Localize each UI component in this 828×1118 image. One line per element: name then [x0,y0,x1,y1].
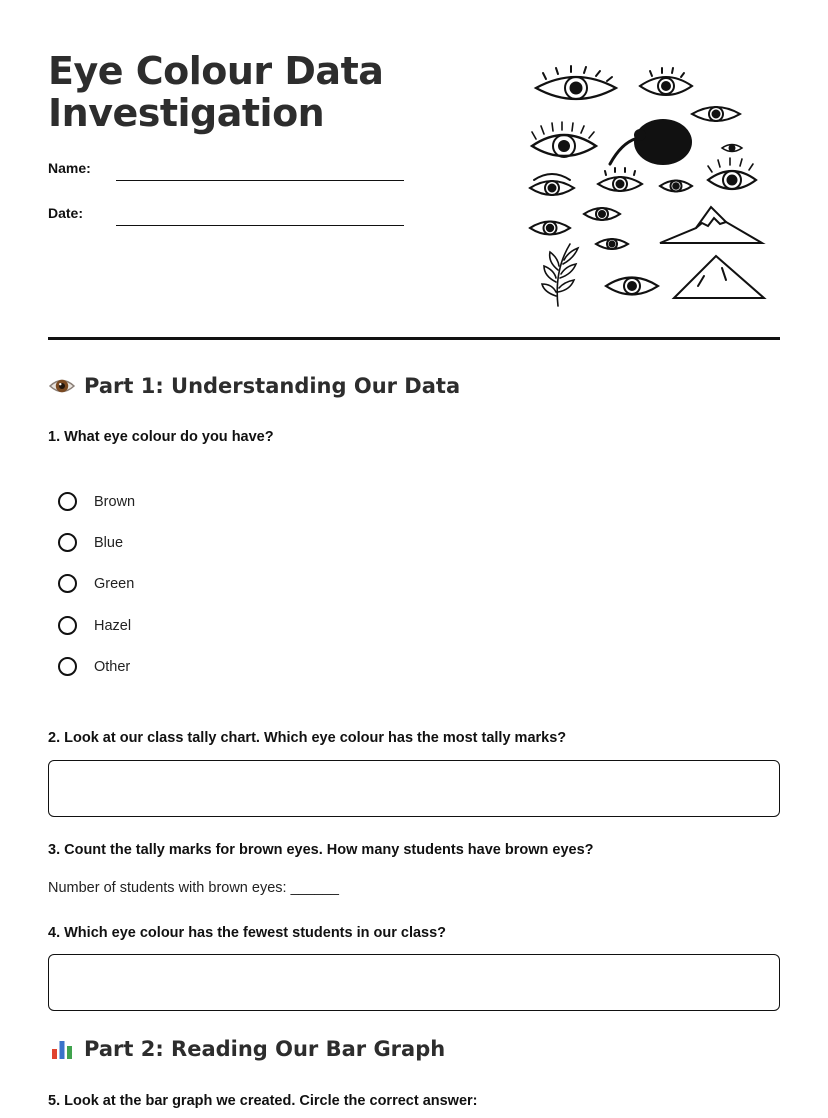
option-label: Hazel [94,617,132,634]
option-label: Blue [94,534,124,551]
option-brown[interactable] [58,492,135,511]
date-label: Date: [48,205,84,221]
eye-icon [536,66,616,99]
brown-eyes-count-line[interactable]: Number of students with brown eyes: ______ [48,880,339,896]
eye-icon [660,181,692,192]
option-blue[interactable] [58,533,123,552]
radio-circle[interactable] [58,574,77,593]
name-field[interactable] [116,180,404,181]
eye-icon [640,68,692,95]
option-hazel[interactable] [58,616,131,635]
question-2: 2. Look at our class tally chart. Which eye colour has the most tally marks? [48,730,567,746]
option-label: Brown [94,493,136,510]
name-label: Name: [48,160,91,176]
fern-icon [542,244,578,306]
eye-icon [722,145,742,152]
kiwi-bird-icon [610,119,692,165]
option-other[interactable] [58,657,130,676]
date-field[interactable] [116,225,404,226]
option-label: Other [94,658,131,675]
answer-box-q2[interactable] [48,760,780,817]
eye-icon [532,122,596,157]
eye-icon [692,107,740,121]
part1-title: Part 1: Understanding Our Data [84,374,461,398]
header-divider [48,337,780,340]
option-label: Green [94,575,135,592]
eye-icon [708,158,756,189]
question-3: 3. Count the tally marks for brown eyes. How many students have brown eyes? [48,842,594,858]
radio-circle[interactable] [58,492,77,511]
worksheet-title [48,50,383,134]
answer-box-q4[interactable] [48,954,780,1011]
eye-icon [530,222,570,235]
eye-icon [606,278,658,295]
radio-circle[interactable] [58,657,77,676]
radio-circle[interactable] [58,533,77,552]
eye-icon [596,239,628,249]
part1-heading [48,374,460,398]
eye-icon [598,168,642,191]
radio-circle[interactable] [58,616,77,635]
mountain-icon [660,207,762,243]
part2-title: Part 2: Reading Our Bar Graph [84,1037,446,1061]
question-5: 5. Look at the bar graph we created. Circle the correct answer: [48,1093,478,1109]
mountain-icon [674,256,764,298]
option-green[interactable] [58,574,134,593]
eye-emoji-icon [48,374,76,398]
eye-icon [530,174,574,195]
title-line-1: Eye Colour Data [48,49,384,93]
bar-chart-emoji-icon [48,1037,76,1061]
question-4: 4. Which eye colour has the fewest students in our class? [48,925,447,941]
question-1: 1. What eye colour do you have? [48,429,274,445]
eyes-kiwi-mountains-illustration [526,60,770,312]
title-line-2: Investigation [48,91,325,135]
eye-icon [584,208,620,220]
part2-heading [48,1037,445,1061]
